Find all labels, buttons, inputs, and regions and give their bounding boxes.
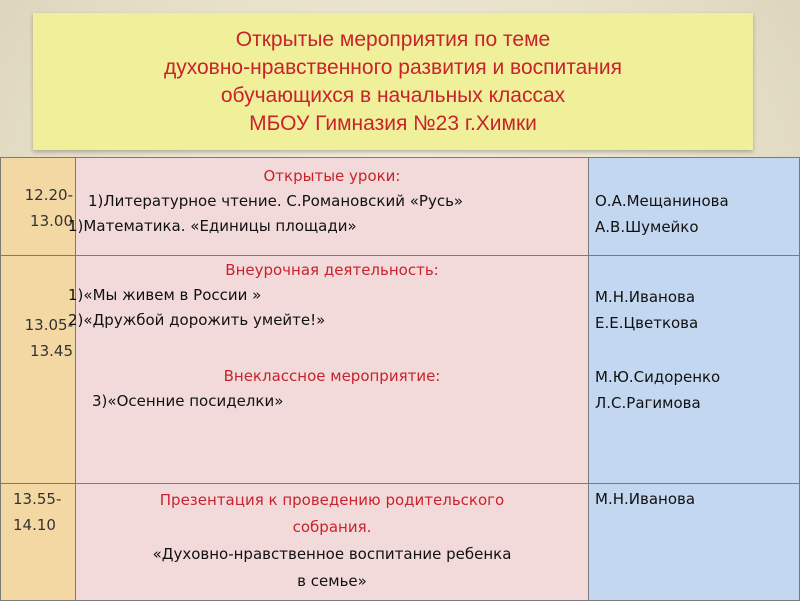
time-end: 13.00	[30, 212, 73, 230]
person-name: А.В.Шумейко	[595, 218, 699, 236]
person-name: М.Н.Иванова	[595, 490, 696, 508]
schedule-table	[0, 157, 800, 601]
event-heading: Презентация к проведению родительского	[159, 491, 505, 509]
events-cell	[68, 256, 589, 484]
people-cell	[589, 484, 800, 601]
events-cell	[76, 484, 589, 601]
person-name: Л.С.Рагимова	[595, 394, 701, 412]
event-item: 1)«Мы живем в России »	[68, 286, 262, 304]
time-cell	[1, 158, 76, 256]
person-name: М.Н.Иванова	[595, 288, 696, 306]
event-heading-2: Внеклассное мероприятие:	[223, 367, 441, 385]
time-end: 14.10	[13, 516, 56, 534]
event-item: 1)Математика. «Единицы площади»	[68, 217, 357, 235]
table-row	[1, 158, 800, 256]
table-row	[1, 484, 800, 601]
time-cell	[1, 256, 76, 484]
event-heading: Открытые уроки:	[263, 167, 401, 185]
event-heading: Внеурочная деятельность:	[225, 261, 439, 279]
title-banner	[33, 13, 753, 150]
table-row	[1, 256, 800, 484]
title-line-4: МБОУ Гимназия №23 г.Химки	[249, 111, 537, 135]
person-name: Е.Е.Цветкова	[595, 314, 699, 332]
event-item: 1)Литературное чтение. С.Романовский «Русь»	[88, 192, 464, 210]
person-name: О.А.Мещанинова	[595, 192, 729, 210]
event-item: 2)«Дружбой дорожить умейте!»	[68, 311, 326, 329]
event-item: 3)«Осенние посиделки»	[92, 392, 284, 410]
time-end: 13.45	[30, 342, 73, 360]
person-name: М.Ю.Сидоренко	[595, 368, 721, 386]
people-cell	[589, 256, 800, 484]
event-item: «Духовно-нравственное воспитание ребенка	[152, 545, 512, 563]
events-cell	[68, 158, 589, 256]
title-line-3: обучающихся в начальных классах	[220, 83, 566, 107]
time-cell	[1, 484, 76, 601]
event-heading: собрания.	[292, 518, 372, 536]
time-start: 13.55-	[13, 490, 62, 508]
people-cell	[589, 158, 800, 256]
time-start: 13.05-	[24, 316, 73, 334]
time-start: 12.20-	[24, 186, 73, 204]
title-line-2: духовно-нравственного развития и воспитания	[163, 55, 623, 79]
event-item: в семье»	[297, 572, 367, 590]
title-line-1: Открытые мероприятия по теме	[235, 27, 551, 51]
